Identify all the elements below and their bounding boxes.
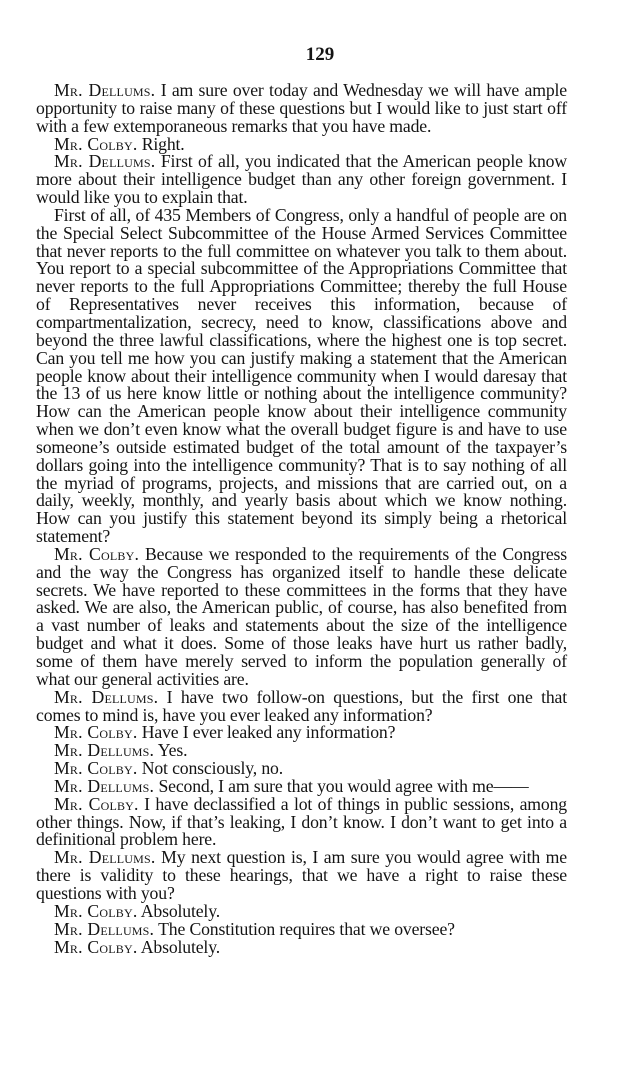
transcript-paragraph [36, 153, 567, 207]
speaker-name: Mr. Dellums. [54, 918, 155, 939]
transcript-paragraph [36, 82, 567, 136]
speaker-name: Mr. Colby. [54, 900, 138, 921]
transcript-paragraph [36, 204, 567, 547]
transcript-paragraph [36, 936, 567, 957]
speaker-name: Mr. Colby. [54, 758, 138, 779]
paragraph-text: I am sure over today and Wednesday we will have ample opportunity to raise many of these questions but I would like to just start off with a few extemporaneous remarks that you have made. [36, 80, 567, 136]
paragraph-text: Have I ever leaked any information? [137, 722, 396, 743]
speaker-name: Mr. Dellums. [54, 686, 159, 707]
transcript-paragraph [36, 849, 567, 903]
speaker-name: Mr. Dellums. [54, 847, 156, 868]
speaker-name: Mr. Dellums. [54, 80, 156, 100]
speaker-name: Mr. Colby. [54, 543, 140, 564]
speaker-name: Mr. Colby. [54, 133, 138, 154]
paragraph-text: The Constitution requires that we oversee? [154, 918, 455, 939]
speaker-name: Mr. Dellums. [54, 775, 155, 796]
paragraph-text: First of all, you indicated that the American people know more about their intelligence budget than any other foreign government. I would like you to explain that. [36, 151, 567, 208]
paragraph-text: Not consciously, no. [137, 758, 284, 779]
transcript-paragraph [36, 543, 567, 689]
transcript-paragraph [36, 793, 568, 850]
paragraph-text: Second, I am sure that you would agree with me—— [154, 775, 529, 796]
paragraph-text: Absolutely. [137, 900, 221, 921]
paragraph-text: First of all, of 435 Members of Congress, only a handful of people are on the Special Select Subcommittee of the House Armed Services Committee that never reports to the full committee on whatever you talk to them about. You report to a special subcommittee of the Appropriations Committee that never reports to the full Appropriations Committee; thereby the full House of Representatives never receives this information, because of compartmentalization, secrecy, need to know, classifications above and beyond the three lawful classifications, where the highest one is top secret. Can you tell me how you can justify making a statement that the American people know about their intelligence community when I would daresay that the 13 of us here know little or nothing about the intelligence community? How can the American people know about their intelligence community when we don’t even know what the overall budget figure is and have to use someone’s outside estimated budget of the total amount of the taxpayer’s dollars going into the intelligence community? That is to say nothing of all the myriad of programs, projects, and missions that are carried out, on a daily, weekly, monthly, and yearly basis about which we know nothing. How can you justify this statement beyond its simply being a rhetorical statement? [36, 204, 567, 547]
speaker-name: Mr. Dellums. [54, 151, 156, 172]
speaker-name: Mr. Colby. [54, 793, 139, 814]
speaker-name: Mr. Colby. [54, 936, 138, 957]
paragraph-text: My next question is, I am sure you would agree with me there is validity to these hearings, that we have a right to raise these questions with you? [36, 847, 567, 903]
paragraph-text: I have declassified a lot of things in public sessions, among other things. Now, if that’s leaking, I don’t know. I don’t want to get into a definitional problem here. [36, 793, 568, 850]
paragraph-text: Yes. [154, 740, 188, 761]
hearing-transcript [36, 82, 567, 956]
page-number: 129 [305, 44, 335, 65]
paragraph-text: Right. [137, 133, 185, 154]
paragraph-text: Absolutely. [137, 936, 221, 957]
speaker-name: Mr. Dellums. [54, 740, 155, 761]
transcript-paragraph [36, 686, 568, 725]
speaker-name: Mr. Colby. [54, 722, 138, 743]
paragraph-text: I have two follow-on questions, but the first one that comes to mind is, have you ever leaked any information? [36, 686, 568, 725]
paragraph-text: Because we responded to the requirements of the Congress and the way the Congress has organized itself to handle these delicate secrets. We have reported to these committees in the forms that they have asked. We are also, the American public, of course, has also benefited from a vast number of leaks and statements about the size of the intelligence budget and what it does. Some of those leaks have hurt us rather badly, some of them have merely served to inform the population generally of what our general activities are. [36, 543, 567, 689]
